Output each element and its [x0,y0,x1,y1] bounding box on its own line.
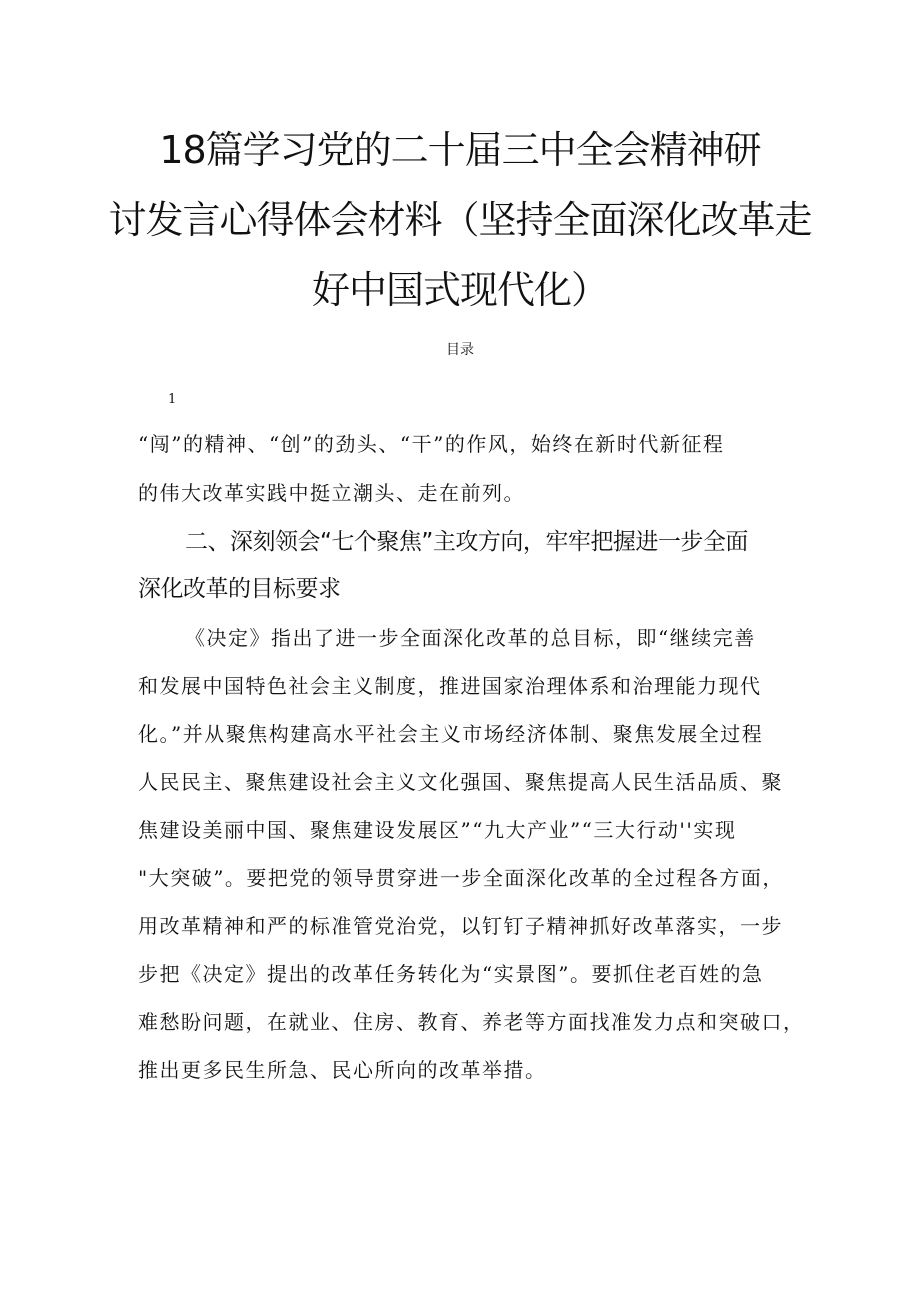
paragraph-2-line: 用改革精神和严的标准管党治党，以钉钉子精神抓好改革落实，一步 [138,914,783,938]
section-heading-line: 深化改革的目标要求 [138,576,341,602]
paragraph-2-line: 化。”并从聚焦构建高水平社会主义市场经济体制、聚焦发展全过程 [138,722,764,746]
paragraph-2-line: 人民民主、聚焦建设社会主义文化强国、聚焦提高人民生活品质、聚 [138,770,783,794]
paragraph-1-line: “闯”的精神、“创”的劲头、“干”的作风，始终在新时代新征程 [138,432,725,456]
document-title-line-2: 讨发言心得体会材料（坚持全面深化改革走 [108,198,812,242]
paragraph-2-line: 和发展中国特色社会主义制度，推进国家治理体系和治理能力现代 [138,674,762,698]
paragraph-2-line: 焦建设美丽中国、聚焦建设发展区”“九大产业”“三大行动''实现 [138,818,737,842]
document-title-line-1: 18篇学习党的二十届三中全会精神研 [159,128,761,172]
paragraph-2-line: 难愁盼问题，在就业、住房、教育、养老等方面找准发力点和突破口， [138,1010,805,1034]
document-title-line-3: 好中国式现代化） [311,268,608,312]
paragraph-2-line: "大突破”。要把党的领导贯穿进一步全面深化改革的全过程各方面， [138,866,784,890]
section-heading-line: 二、深刻领会“七个聚焦”主攻方向，牢牢把握进一步全面 [185,529,748,555]
paragraph-2-line: 《决定》指出了进一步全面深化改革的总目标，即“继续完善 [185,626,756,650]
paragraph-1-line: 的伟大改革实践中挺立潮头、走在前列。 [138,481,525,505]
paragraph-2-line: 推出更多民生所急、民心所向的改革举措。 [138,1058,547,1082]
paragraph-2-line: 步把《决定》提出的改革任务转化为“实景图”。要抓住老百姓的急 [138,962,764,986]
toc-heading: 目录 [446,342,474,358]
toc-entry-number: 1 [168,392,177,407]
